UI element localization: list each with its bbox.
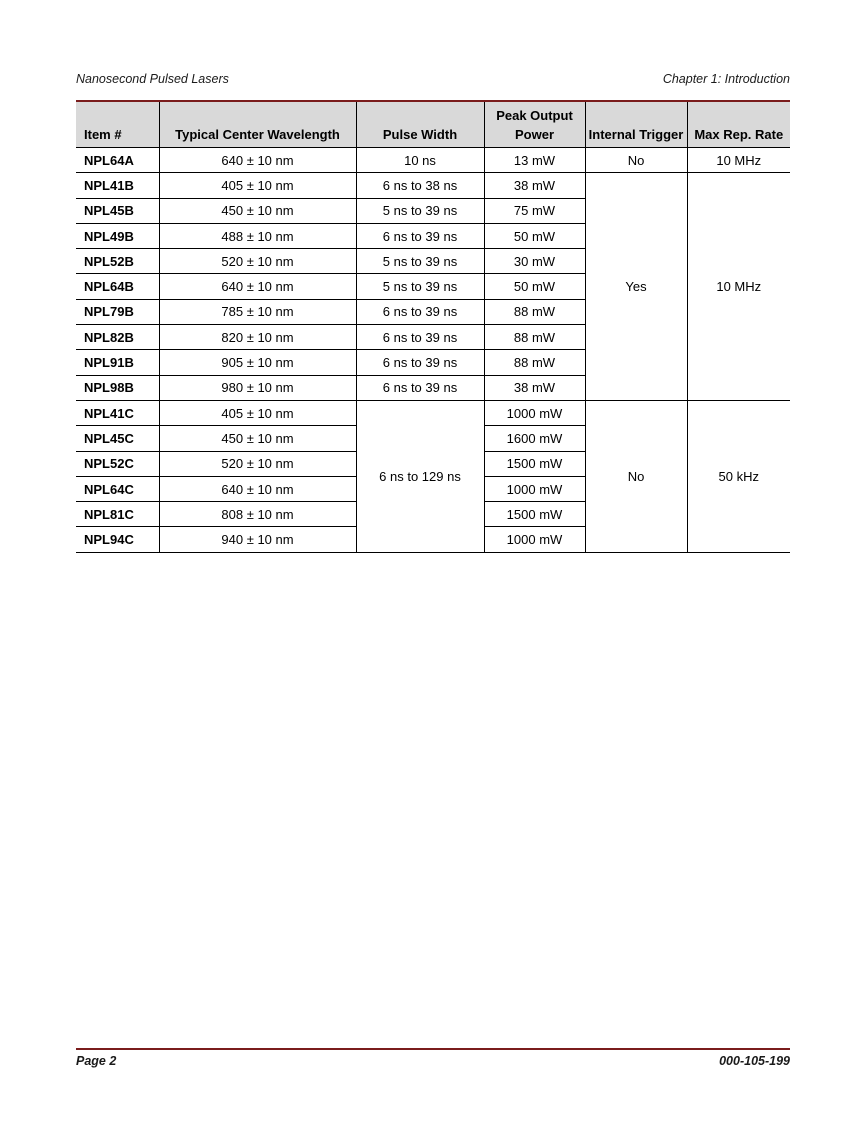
wavelength-cell: 405 ± 10 nm — [159, 400, 356, 425]
peak-power-cell: 50 mW — [484, 223, 585, 248]
pulse-width-cell: 5 ns to 39 ns — [356, 249, 484, 274]
pulse-width-cell: 6 ns to 39 ns — [356, 375, 484, 400]
header-chapter-title: Chapter 1: Introduction — [662, 72, 790, 86]
footer-page-number: Page 2 — [76, 1054, 117, 1068]
item-cell: NPL64A — [76, 148, 159, 173]
page-footer — [76, 1054, 790, 1072]
pulse-width-cell: 6 ns to 129 ns — [356, 400, 484, 552]
item-cell: NPL45B — [76, 198, 159, 223]
table-row — [76, 400, 790, 425]
peak-power-cell: 38 mW — [484, 173, 585, 198]
peak-power-cell: 50 mW — [484, 274, 585, 299]
item-cell: NPL98B — [76, 375, 159, 400]
wavelength-cell: 405 ± 10 nm — [159, 173, 356, 198]
peak-power-cell: 75 mW — [484, 198, 585, 223]
wavelength-cell: 640 ± 10 nm — [159, 148, 356, 173]
item-cell: NPL82B — [76, 325, 159, 350]
item-cell: NPL64C — [76, 476, 159, 501]
pulse-width-cell: 10 ns — [356, 148, 484, 173]
peak-power-cell: 1000 mW — [484, 476, 585, 501]
internal-trigger-cell: No — [585, 400, 687, 552]
wavelength-cell: 520 ± 10 nm — [159, 249, 356, 274]
peak-power-cell: 1600 mW — [484, 426, 585, 451]
header-document-title: Nanosecond Pulsed Lasers — [76, 72, 229, 86]
footer-document-number: 000-105-199 — [719, 1054, 790, 1068]
peak-power-cell: 88 mW — [484, 325, 585, 350]
peak-power-cell: 13 mW — [484, 148, 585, 173]
table-row — [76, 173, 790, 198]
pulse-width-cell: 6 ns to 39 ns — [356, 325, 484, 350]
peak-power-cell: 38 mW — [484, 375, 585, 400]
item-cell: NPL52C — [76, 451, 159, 476]
item-cell: NPL52B — [76, 249, 159, 274]
column-header-pulse-width: Pulse Width — [356, 102, 484, 148]
column-header-item: Item # — [76, 102, 159, 148]
wavelength-cell: 640 ± 10 nm — [159, 274, 356, 299]
wavelength-cell: 785 ± 10 nm — [159, 299, 356, 324]
item-cell: NPL45C — [76, 426, 159, 451]
item-cell: NPL79B — [76, 299, 159, 324]
laser-specs-table — [76, 102, 790, 553]
peak-power-cell: 88 mW — [484, 350, 585, 375]
item-cell: NPL41C — [76, 400, 159, 425]
item-cell: NPL49B — [76, 223, 159, 248]
peak-power-cell: 88 mW — [484, 299, 585, 324]
wavelength-cell: 940 ± 10 nm — [159, 527, 356, 552]
wavelength-cell: 488 ± 10 nm — [159, 223, 356, 248]
peak-power-cell: 1500 mW — [484, 451, 585, 476]
peak-power-cell: 1000 mW — [484, 527, 585, 552]
peak-power-cell: 1000 mW — [484, 400, 585, 425]
column-header-max-rep-rate: Max Rep. Rate — [687, 102, 790, 148]
max-rep-rate-cell: 50 kHz — [687, 400, 790, 552]
peak-power-cell: 1500 mW — [484, 502, 585, 527]
pulse-width-cell: 6 ns to 39 ns — [356, 299, 484, 324]
max-rep-rate-cell: 10 MHz — [687, 148, 790, 173]
column-header-wavelength: Typical Center Wavelength — [159, 102, 356, 148]
item-cell: NPL64B — [76, 274, 159, 299]
item-cell: NPL94C — [76, 527, 159, 552]
table-header-row — [76, 102, 790, 148]
wavelength-cell: 808 ± 10 nm — [159, 502, 356, 527]
wavelength-cell: 980 ± 10 nm — [159, 375, 356, 400]
pulse-width-cell: 5 ns to 39 ns — [356, 198, 484, 223]
wavelength-cell: 450 ± 10 nm — [159, 426, 356, 451]
wavelength-cell: 640 ± 10 nm — [159, 476, 356, 501]
item-cell: NPL91B — [76, 350, 159, 375]
internal-trigger-cell: No — [585, 148, 687, 173]
pulse-width-cell: 6 ns to 38 ns — [356, 173, 484, 198]
internal-trigger-cell: Yes — [585, 173, 687, 401]
pulse-width-cell: 6 ns to 39 ns — [356, 350, 484, 375]
item-cell: NPL41B — [76, 173, 159, 198]
page-header — [76, 72, 790, 90]
column-header-peak-power: Peak Output Power — [484, 102, 585, 148]
pulse-width-cell: 5 ns to 39 ns — [356, 274, 484, 299]
peak-power-cell: 30 mW — [484, 249, 585, 274]
wavelength-cell: 820 ± 10 nm — [159, 325, 356, 350]
wavelength-cell: 905 ± 10 nm — [159, 350, 356, 375]
footer-rule — [76, 1048, 790, 1050]
max-rep-rate-cell: 10 MHz — [687, 173, 790, 401]
wavelength-cell: 450 ± 10 nm — [159, 198, 356, 223]
item-cell: NPL81C — [76, 502, 159, 527]
pulse-width-cell: 6 ns to 39 ns — [356, 223, 484, 248]
table-row — [76, 148, 790, 173]
column-header-internal-trigger: Internal Trigger — [585, 102, 687, 148]
wavelength-cell: 520 ± 10 nm — [159, 451, 356, 476]
